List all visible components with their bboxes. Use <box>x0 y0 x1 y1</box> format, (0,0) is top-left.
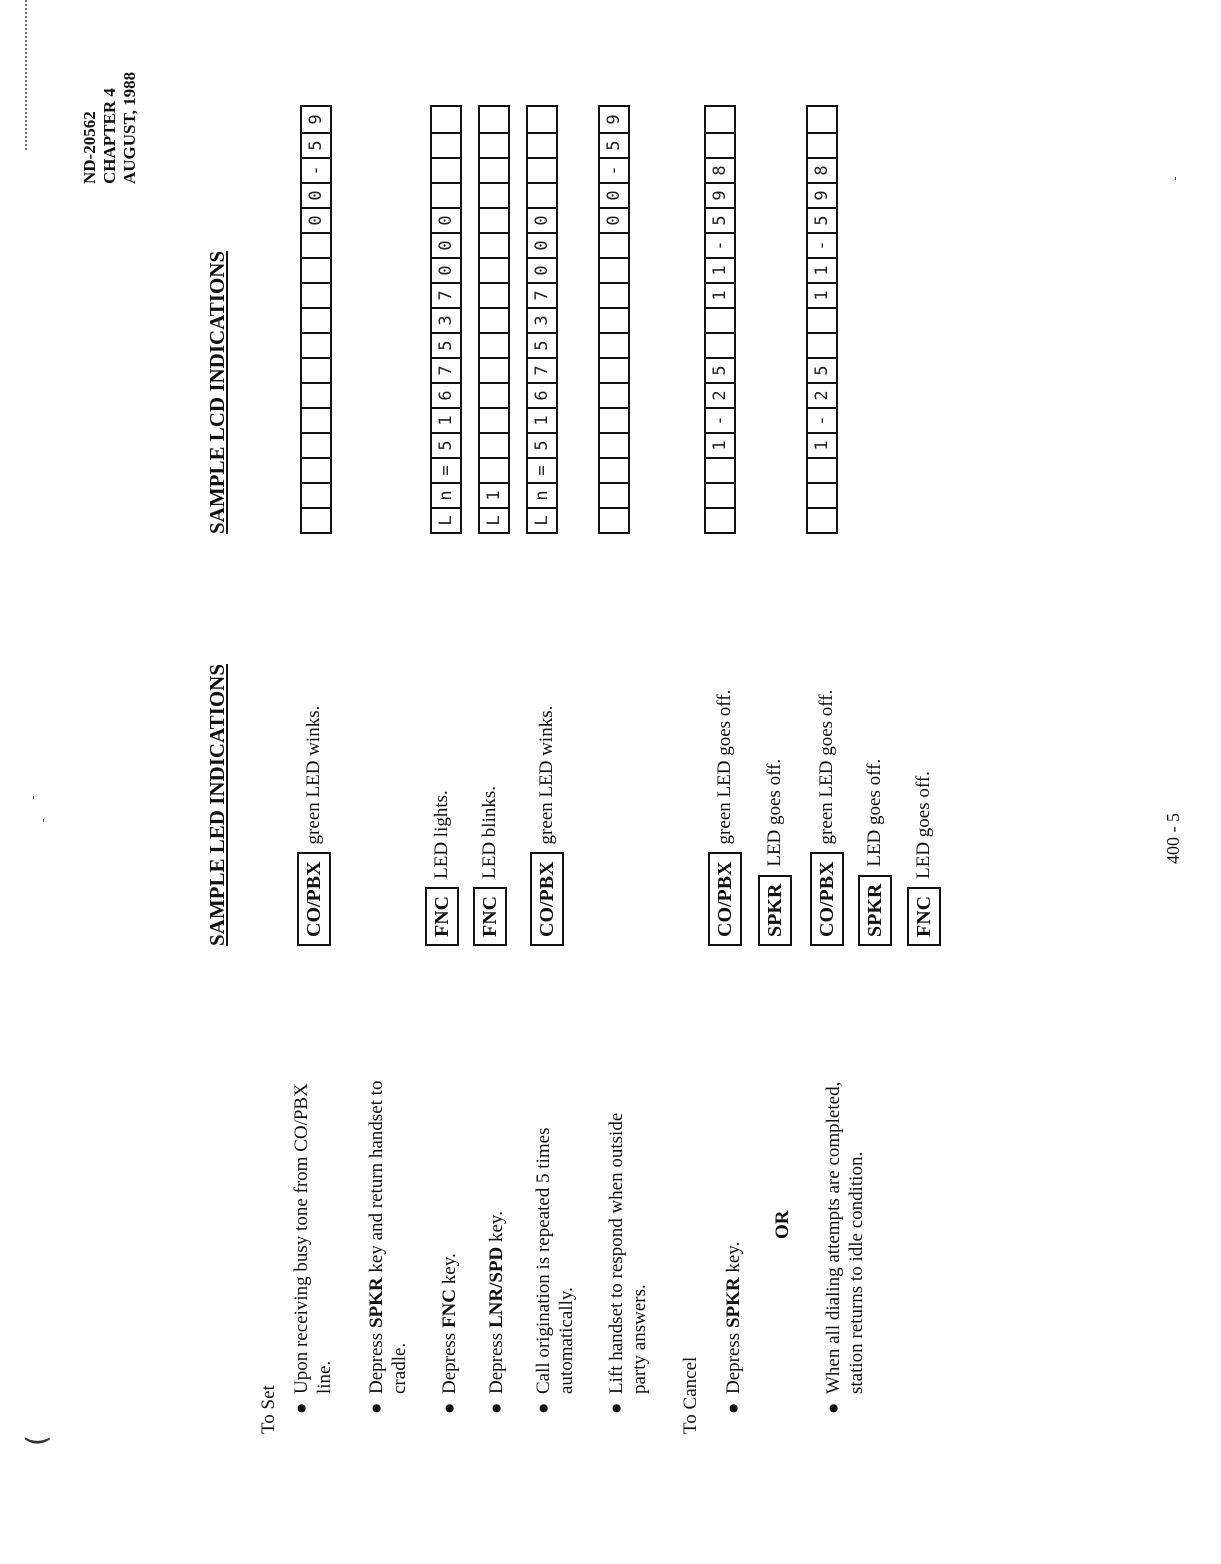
lcd-cell: 1 <box>480 482 508 507</box>
lcd-cell <box>480 407 508 432</box>
lcd-cell <box>302 232 330 257</box>
lcd-cell <box>706 507 734 532</box>
lcd-cell <box>600 407 628 432</box>
to-cancel-title: To Cancel <box>680 1356 701 1434</box>
scan-speck-icon <box>1175 177 1176 180</box>
lcd-cell: 3 <box>432 307 460 332</box>
lcd-cell <box>480 332 508 357</box>
lcd-cell <box>302 432 330 457</box>
lcd-cell: 7 <box>528 357 556 382</box>
lcd-cell <box>808 457 836 482</box>
lcd-cell <box>302 407 330 432</box>
lcd-cell: 5 <box>528 432 556 457</box>
lcd-cell <box>432 132 460 157</box>
lcd-cell <box>480 182 508 207</box>
lcd-cell: 5 <box>706 207 734 232</box>
lcd-cell <box>600 332 628 357</box>
lcd-display <box>430 105 462 534</box>
lcd-cell <box>808 107 836 132</box>
lcd-cell <box>808 307 836 332</box>
lcd-cell: 6 <box>432 382 460 407</box>
lcd-cell <box>302 282 330 307</box>
lcd-cell: 0 <box>432 257 460 282</box>
lcd-cell <box>432 107 460 132</box>
key-box: FNC <box>473 887 507 946</box>
key-box: CO/PBX <box>297 852 331 946</box>
lcd-cell <box>480 432 508 457</box>
step-text: station returns to idle condition. <box>846 1151 867 1394</box>
list-item <box>290 994 336 1414</box>
lcd-cell: 9 <box>604 114 624 125</box>
step-text: key and return handset to <box>366 1080 387 1278</box>
bullet-icon: ● <box>606 1402 627 1414</box>
lcd-cell <box>600 432 628 457</box>
lcd-cell: 8 <box>706 157 734 182</box>
led-indication <box>708 690 742 946</box>
step-text: automatically. <box>556 1287 577 1394</box>
lcd-cell: 7 <box>528 282 556 307</box>
led-text: LED blinks. <box>479 786 500 879</box>
lcd-cell: 9 <box>706 182 734 207</box>
lcd-cell: 1 <box>808 432 836 457</box>
lcd-cell: 7 <box>432 357 460 382</box>
lcd-cell: L <box>480 507 508 532</box>
lcd-cell <box>600 357 628 382</box>
lcd-cell: n <box>432 482 460 507</box>
key-name: SPKR <box>366 1277 387 1329</box>
lcd-cell <box>480 457 508 482</box>
lcd-cell: 1 <box>808 257 836 282</box>
lcd-cell <box>600 482 628 507</box>
key-name: FNC <box>439 1288 460 1329</box>
lcd-cell: 3 <box>528 307 556 332</box>
lcd-cell: 1 <box>706 432 734 457</box>
key-box: CO/PBX <box>810 852 844 946</box>
step-text: party answers. <box>629 1284 650 1394</box>
lcd-cell: - <box>808 232 836 257</box>
list-item <box>365 994 411 1414</box>
lcd-cell: 7 <box>432 282 460 307</box>
lcd-cell <box>528 157 556 182</box>
lcd-cell <box>432 182 460 207</box>
lcd-cell <box>480 232 508 257</box>
lcd-cell <box>808 332 836 357</box>
lcd-cell <box>480 257 508 282</box>
key-box: SPKR <box>758 875 792 946</box>
lcd-display <box>526 105 558 534</box>
lcd-cell: 0 <box>528 232 556 257</box>
lcd-cell <box>528 107 556 132</box>
lcd-cell: L <box>528 507 556 532</box>
lcd-cell: 5 <box>432 432 460 457</box>
lcd-display <box>598 105 630 534</box>
lcd-cell <box>706 132 734 157</box>
led-indication <box>473 786 507 946</box>
lcd-cell <box>706 307 734 332</box>
lcd-cell <box>528 182 556 207</box>
lcd-display <box>806 105 838 534</box>
lcd-cell: 0 <box>432 232 460 257</box>
lcd-cell: 5 <box>302 132 330 157</box>
step-text: line. <box>314 1360 335 1394</box>
lcd-cell: 0 <box>432 207 460 232</box>
lcd-display <box>300 105 332 534</box>
led-text: green LED winks. <box>536 705 557 845</box>
lcd-heading: SAMPLE LCD INDICATIONS <box>205 250 229 534</box>
lcd-cell: 1 <box>706 282 734 307</box>
lcd-cell <box>600 232 628 257</box>
lcd-cell <box>808 482 836 507</box>
led-indication <box>530 706 564 946</box>
led-text: green LED goes off. <box>714 689 735 845</box>
led-text: LED goes off. <box>764 758 785 867</box>
to-set-title: To Set <box>258 1385 279 1434</box>
lcd-cell: 5 <box>528 332 556 357</box>
step-text: Lift handset to respond when outside <box>606 1112 627 1394</box>
led-text: LED lights. <box>431 790 452 879</box>
lcd-cell <box>706 332 734 357</box>
lcd-cell: 5 <box>706 357 734 382</box>
lcd-cell <box>432 157 460 182</box>
page-number: 400 - 5 <box>1163 813 1183 864</box>
lcd-cell: 2 <box>808 382 836 407</box>
lcd-cell <box>706 457 734 482</box>
lcd-cell <box>808 507 836 532</box>
led-indication <box>297 706 331 946</box>
step-text: key. <box>486 1211 507 1247</box>
lcd-cell: 0 <box>600 207 628 232</box>
lcd-cell: 9 <box>306 114 326 125</box>
key-box: SPKR <box>858 875 892 946</box>
lcd-cell <box>302 357 330 382</box>
led-indication <box>858 759 892 946</box>
lcd-cell: L <box>432 507 460 532</box>
lcd-cell: 8 <box>808 157 836 182</box>
scan-mark-icon: ( <box>20 1435 53 1446</box>
lcd-cell: n <box>528 482 556 507</box>
key-name: SPKR <box>723 1277 744 1329</box>
step-text: key. <box>439 1253 460 1289</box>
step-text: Call origination is repeated 5 times <box>533 1127 554 1394</box>
lcd-cell <box>600 282 628 307</box>
bullet-icon: ● <box>439 1402 460 1414</box>
lcd-cell <box>706 482 734 507</box>
lcd-cell: - <box>706 232 734 257</box>
led-indication <box>907 771 941 946</box>
step-text: When all dialing attempts are completed, <box>823 1081 844 1394</box>
lcd-cell <box>600 257 628 282</box>
led-indication <box>425 790 459 946</box>
rotated-page: ND-20562 CHAPTER 4 AUGUST, 1988 SAMPLE LCD INDICATIONS SAMPLE LED INDICATIONS To Set ● Upon receiving busy tone from CO/PBX line. ● Depress SPKR key and return handset to cradle. ● Depress FNC key. ● Depress LNR/SPD key. ● Call origination is repeated 5 times automatically. ● Lift handset to respond when outside party answers. To Cancel ● Depress SPKR key. OR ● When all dialing attempts are completed, station returns to idle condition. CO/PBX green LED winks. FNC LED lights. FNC LED blinks. CO/PBX green LED winks. CO/PBX green LED goes off. SPKR LED goes off. CO/PBX green LED goes off. SPKR LED goes off. FNC LED goes off. 0 0 - 5 9 L n = 5 1 6 7 5 3 7 0 0 0 L 1 L n = 5 1 6 7 5 3 7 0 0 0 0 0 - 5 9 1 - 2 5 1 1 - 5 9 8 1 - 2 5 1 1 - 5 9 8 400 - 5 ( <box>0 0 1221 1564</box>
led-indication <box>758 759 792 946</box>
lcd-cell: = <box>528 457 556 482</box>
lcd-cell <box>706 107 734 132</box>
lcd-cell <box>480 132 508 157</box>
key-box: CO/PBX <box>530 852 564 946</box>
lcd-cell: 1 <box>528 407 556 432</box>
lcd-cell: 5 <box>808 207 836 232</box>
step-text: key. <box>723 1241 744 1278</box>
list-item <box>532 994 578 1414</box>
lcd-cell: 2 <box>706 382 734 407</box>
lcd-cell <box>302 457 330 482</box>
led-text: green LED goes off. <box>816 689 837 845</box>
scan-speck-icon <box>33 796 34 799</box>
lcd-cell <box>302 507 330 532</box>
bullet-icon: ● <box>723 1402 744 1414</box>
led-heading: SAMPLE LED INDICATIONS <box>205 664 229 946</box>
lcd-cell: 5 <box>600 132 628 157</box>
lcd-cell <box>600 457 628 482</box>
lcd-cell <box>600 382 628 407</box>
lcd-cell: 1 <box>706 257 734 282</box>
lcd-cell <box>302 382 330 407</box>
lcd-cell: - <box>808 407 836 432</box>
led-text: green LED winks. <box>303 705 324 845</box>
step-text: Depress <box>723 1328 744 1394</box>
lcd-cell: 6 <box>528 382 556 407</box>
key-name: LNR/SPD <box>486 1246 507 1329</box>
lcd-cell <box>480 107 508 132</box>
step-text: Upon receiving busy tone from CO/PBX <box>291 1083 312 1394</box>
lcd-cell <box>480 207 508 232</box>
lcd-cell <box>302 332 330 357</box>
scan-speck-icon <box>43 819 44 822</box>
key-box: CO/PBX <box>708 852 742 946</box>
lcd-display <box>478 105 510 534</box>
lcd-cell <box>480 157 508 182</box>
lcd-cell <box>480 307 508 332</box>
led-text: LED goes off. <box>913 771 934 879</box>
lcd-cell: - <box>706 407 734 432</box>
led-text: LED goes off. <box>864 758 885 867</box>
list-item <box>438 994 461 1414</box>
key-box: FNC <box>907 887 941 946</box>
lcd-cell <box>302 257 330 282</box>
lcd-cell: 0 <box>600 182 628 207</box>
lcd-cell <box>600 307 628 332</box>
lcd-cell <box>480 282 508 307</box>
lcd-cell <box>302 307 330 332</box>
list-item <box>485 994 508 1414</box>
lcd-cell: 0 <box>302 207 330 232</box>
lcd-cell: 9 <box>808 182 836 207</box>
step-text: Depress <box>486 1328 507 1394</box>
lcd-cell: 1 <box>808 282 836 307</box>
bullet-icon: ● <box>533 1402 554 1414</box>
list-item <box>822 974 868 1414</box>
key-box: FNC <box>425 887 459 946</box>
bullet-icon: ● <box>291 1402 312 1414</box>
lcd-cell: 0 <box>302 182 330 207</box>
lcd-cell <box>808 132 836 157</box>
step-text: Depress <box>439 1328 460 1394</box>
lcd-cell <box>528 132 556 157</box>
lcd-cell: = <box>432 457 460 482</box>
lcd-cell <box>302 482 330 507</box>
bullet-icon: ● <box>366 1402 387 1414</box>
lcd-cell: - <box>600 157 628 182</box>
bullet-icon: ● <box>486 1402 507 1414</box>
bullet-icon: ● <box>823 1402 844 1414</box>
step-text: cradle. <box>389 1342 410 1394</box>
lcd-display <box>704 105 736 534</box>
led-indication <box>810 690 844 946</box>
lcd-cell: 5 <box>808 357 836 382</box>
lcd-cell: 0 <box>528 207 556 232</box>
lcd-cell: - <box>302 157 330 182</box>
lcd-cell: 5 <box>432 332 460 357</box>
list-item <box>605 994 651 1414</box>
lcd-cell <box>480 357 508 382</box>
lcd-cell <box>480 382 508 407</box>
or-separator: OR <box>772 1210 793 1239</box>
scan-dots-icon <box>25 0 28 150</box>
step-text: Depress <box>366 1328 387 1394</box>
lcd-cell <box>600 507 628 532</box>
lcd-cell: 1 <box>432 407 460 432</box>
list-item <box>722 994 745 1414</box>
lcd-cell: 0 <box>528 257 556 282</box>
